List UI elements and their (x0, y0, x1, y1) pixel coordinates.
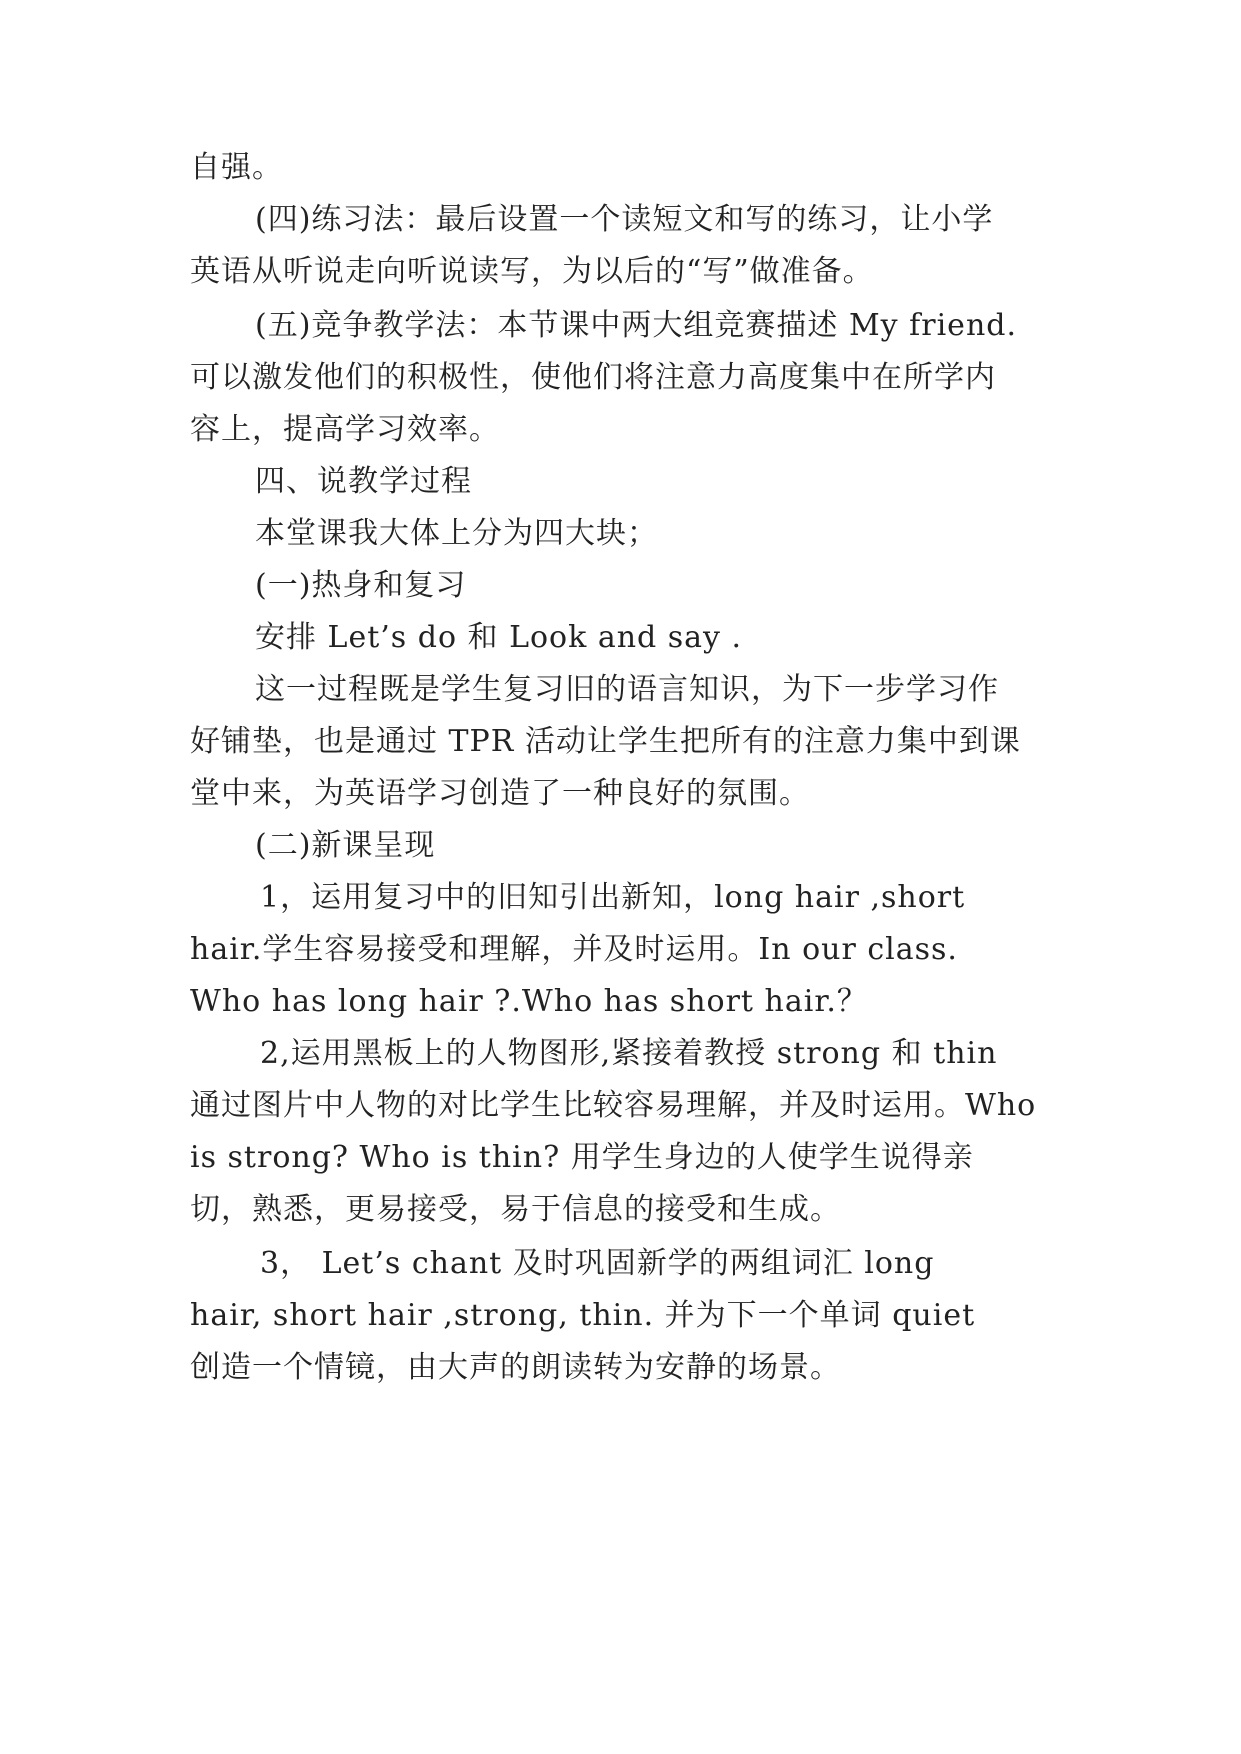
paragraph-line: 可以激发他们的积极性，使他们将注意力高度集中在所学内 (190, 360, 996, 395)
paragraph-line: 安排 Let’s do 和 Look and say . (255, 620, 743, 655)
paragraph-line: 堂中来，为英语学习创造了一种良好的氛围。 (190, 776, 810, 811)
paragraph-line: 切，熟悉，更易接受，易于信息的接受和生成。 (190, 1192, 841, 1227)
paragraph-line: (四)练习法：最后设置一个读短文和写的练习，让小学 (255, 202, 994, 237)
paragraph-line: 自强。 (190, 150, 283, 185)
paragraph-line: 2,运用黑板上的人物图形,紧接着教授 strong 和 thin (260, 1036, 998, 1071)
paragraph-line: 容上，提高学习效率。 (190, 412, 500, 447)
section-heading: 四、说教学过程 (255, 464, 472, 499)
subsection-heading: (二)新课呈现 (255, 828, 436, 863)
paragraph-line: hair, short hair ,strong, thin. 并为下一个单词 quiet (190, 1298, 976, 1333)
paragraph-line: hair.学生容易接受和理解，并及时运用。In our class. (190, 932, 958, 967)
paragraph-line: 创造一个情镜，由大声的朗读转为安静的场景。 (190, 1350, 841, 1385)
paragraph-line: 3， Let’s chant 及时巩固新学的两组词汇 long (260, 1246, 935, 1281)
paragraph-line: 通过图片中人物的对比学生比较容易理解，并及时运用。Who (190, 1088, 1037, 1123)
subsection-heading: (一)热身和复习 (255, 568, 467, 603)
paragraph-line: 1，运用复习中的旧知引出新知，long hair ,short (260, 880, 966, 915)
paragraph-line: is strong? Who is thin? 用学生身边的人使学生说得亲 (190, 1140, 974, 1175)
paragraph-line: 好铺垫，也是通过 TPR 活动让学生把所有的注意力集中到课 (190, 724, 1021, 759)
paragraph-line: Who has long hair ?.Who has short hair.？ (190, 984, 868, 1019)
paragraph-line: (五)竞争教学法：本节课中两大组竞赛描述 My friend. (255, 308, 1018, 343)
paragraph-line: 这一过程既是学生复习旧的语言知识，为下一步学习作 (255, 672, 999, 707)
paragraph-line: 英语从听说走向听说读写，为以后的“写”做准备。 (190, 254, 874, 289)
paragraph-line: 本堂课我大体上分为四大块； (255, 516, 658, 551)
